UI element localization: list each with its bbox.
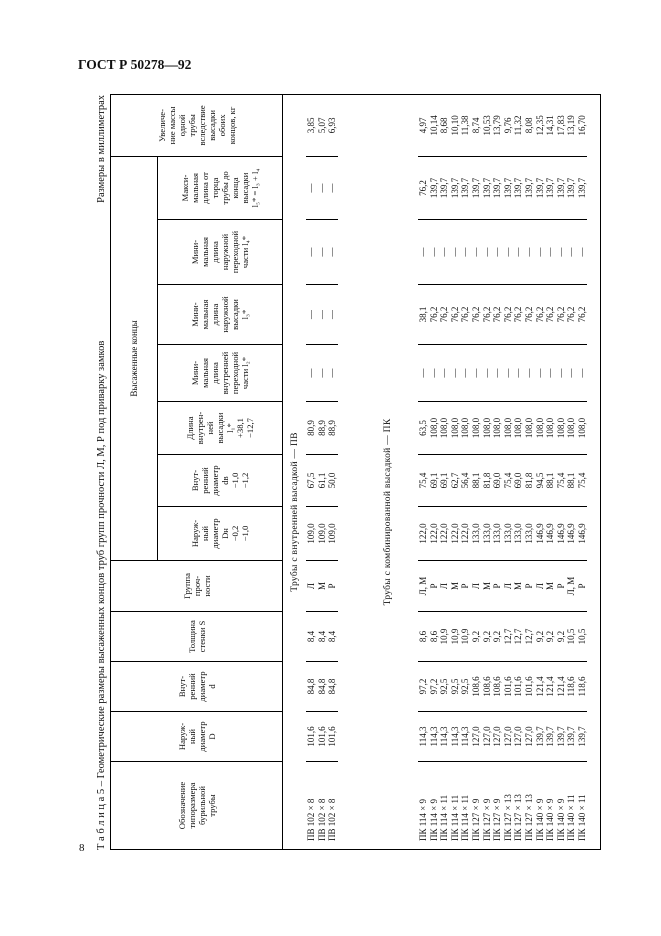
table-cell: 76,2	[450, 285, 461, 345]
table-cell: 139,7	[566, 156, 577, 219]
table-cell: 12,7	[503, 612, 514, 662]
table-row	[428, 94, 439, 849]
table-cell: 12,7	[524, 612, 535, 662]
table-cell: 108,6	[492, 662, 503, 712]
table-row	[327, 94, 338, 849]
table-cell: 122,0	[439, 507, 450, 561]
table-cell: М	[513, 561, 524, 612]
table-cell: 121,4	[534, 662, 545, 712]
table-cell: —	[534, 220, 545, 285]
table-row	[439, 94, 450, 849]
table-cell: 8,74	[471, 94, 482, 156]
table-cell: —	[471, 220, 482, 285]
table-cell: 139,7	[481, 156, 492, 219]
table-cell: —	[306, 345, 317, 402]
table-cell: 101,6	[317, 712, 328, 762]
table-cell: 50,0	[327, 455, 338, 507]
table-cell: 8,4	[317, 612, 328, 662]
table-cell: Л, М	[418, 561, 429, 612]
table-cell: Л	[534, 561, 545, 612]
table-cell: —	[545, 220, 556, 285]
table-cell: 122,0	[418, 507, 429, 561]
table-cell: —	[566, 345, 577, 402]
table-row	[460, 94, 471, 849]
table-cell: 88,1	[471, 455, 482, 507]
table-cell: —	[306, 285, 317, 345]
table-cell: 16,70	[577, 94, 588, 156]
table-cell: 61,1	[317, 455, 328, 507]
table-cell: —	[524, 220, 535, 285]
table-cell: 75,4	[503, 455, 514, 507]
table-cell: 76,2	[556, 285, 567, 345]
table-cell: 76,2	[545, 285, 556, 345]
designation-cell: ПВ 102 × 8	[317, 762, 328, 850]
table-cell: 8,68	[439, 94, 450, 156]
pipe-upset-table	[110, 94, 601, 850]
table-cell: 75,4	[556, 455, 567, 507]
table-cell: —	[306, 156, 317, 219]
table-cell: —	[327, 345, 338, 402]
table-cell: 108,0	[439, 402, 450, 455]
table-cell: Л, М	[566, 561, 577, 612]
table-cell: 4,97	[418, 94, 429, 156]
table-cell: 81,8	[524, 455, 535, 507]
table-cell: 139,7	[556, 156, 567, 219]
spacer	[587, 94, 601, 849]
table-cell: 69,0	[513, 455, 524, 507]
table-title: Т а б л и ц а 5 – Геометрические размеры высаженных концов труб групп прочности Л, М, Р под приварку замков	[95, 340, 107, 850]
table-cell: —	[556, 220, 567, 285]
table-cell: 146,9	[577, 507, 588, 561]
table-cell: 9,2	[545, 612, 556, 662]
header-wall-thickness: Толщина стенки S	[111, 612, 283, 662]
table-cell: 114,3	[418, 712, 429, 762]
table-cell: 108,0	[534, 402, 545, 455]
table-cell: 8,4	[327, 612, 338, 662]
table-cell: —	[439, 220, 450, 285]
table-cell: —	[327, 220, 338, 285]
table-cell: 88,9	[317, 402, 328, 455]
table-cell: 139,7	[428, 156, 439, 219]
designation-cell: ПК 127 × 13	[524, 762, 535, 850]
header-inner-diameter: Внут- ренний диаметр d	[111, 662, 283, 712]
table-cell: 133,0	[503, 507, 514, 561]
table-cell: 108,0	[503, 402, 514, 455]
table-cell: —	[317, 220, 328, 285]
table-cell: 11,32	[513, 94, 524, 156]
table-cell: 146,9	[534, 507, 545, 561]
table-cell: 12,7	[513, 612, 524, 662]
table-cell: 88,1	[566, 455, 577, 507]
table-cell: 108,0	[513, 402, 524, 455]
designation-cell: ПК 140 × 9	[534, 762, 545, 850]
spacer	[338, 94, 373, 849]
table-row	[503, 94, 514, 849]
header-upset-ends: Высаженные концы	[111, 156, 158, 560]
table-cell: Л	[471, 561, 482, 612]
table-cell: 133,0	[524, 507, 535, 561]
table-cell: 139,7	[460, 156, 471, 219]
table-cell: Р	[460, 561, 471, 612]
designation-cell: ПК 114 × 11	[460, 762, 471, 850]
table-body	[283, 94, 601, 849]
table-cell: 108,0	[556, 402, 567, 455]
designation-cell: ПК 114 × 11	[450, 762, 461, 850]
table-cell: 139,7	[524, 156, 535, 219]
table-cell: —	[418, 345, 429, 402]
table-cell: 101,6	[306, 712, 317, 762]
table-cell: 114,3	[428, 712, 439, 762]
table-cell: —	[481, 220, 492, 285]
table-cell: 139,7	[566, 712, 577, 762]
table-caption	[92, 95, 110, 850]
section-title: Трубы с комбинированной высадкой — ПК	[382, 418, 393, 606]
table-row	[481, 94, 492, 849]
table-cell: 101,6	[327, 712, 338, 762]
table-cell: 139,7	[471, 156, 482, 219]
table-cell: 84,8	[317, 662, 328, 712]
table-row	[306, 94, 317, 849]
table-cell: 76,2	[513, 285, 524, 345]
table-cell: 108,0	[566, 402, 577, 455]
table-cell: Р	[428, 561, 439, 612]
designation-cell: ПК 114 × 9	[428, 762, 439, 850]
table-cell: 109,0	[327, 507, 338, 561]
table-cell: 88,9	[327, 402, 338, 455]
table-cell: 17,83	[556, 94, 567, 156]
table-cell: —	[450, 345, 461, 402]
header-designation: Обозначение типоразмера бурильной трубы	[111, 762, 283, 850]
table-cell: 108,0	[492, 402, 503, 455]
table-cell: 13,79	[492, 94, 503, 156]
table-cell: 118,6	[566, 662, 577, 712]
table-cell: 69,1	[428, 455, 439, 507]
table-row	[545, 94, 556, 849]
table-cell: 80,9	[306, 402, 317, 455]
designation-cell: ПК 140 × 11	[577, 762, 588, 850]
table-cell: 69,1	[439, 455, 450, 507]
designation-cell: ПК 127 × 9	[492, 762, 503, 850]
table-cell: Л	[439, 561, 450, 612]
table-cell: Р	[492, 561, 503, 612]
table-cell: М	[450, 561, 461, 612]
table-cell: 146,9	[545, 507, 556, 561]
table-cell: 13,19	[566, 94, 577, 156]
table-cell: 97,2	[418, 662, 429, 712]
table-cell: 76,2	[418, 156, 429, 219]
table-cell: 108,0	[524, 402, 535, 455]
table-cell: 108,0	[450, 402, 461, 455]
table-cell: 139,7	[534, 712, 545, 762]
spacer	[403, 94, 418, 849]
table-cell: 139,7	[439, 156, 450, 219]
header-upset-inner-diameter: Внут- ренний диаметр dв −1,0 −1,2	[158, 455, 283, 507]
table-cell: 3,85	[306, 94, 317, 156]
table-cell: Р	[327, 561, 338, 612]
table-cell: —	[481, 345, 492, 402]
table-cell: 97,2	[428, 662, 439, 712]
designation-cell: ПК 114 × 11	[439, 762, 450, 850]
table-cell: 127,0	[524, 712, 535, 762]
table-row	[492, 94, 503, 849]
table-cell: 11,38	[460, 94, 471, 156]
table-cell: 9,2	[556, 612, 567, 662]
table-cell: 127,0	[481, 712, 492, 762]
table-cell: 101,6	[503, 662, 514, 712]
table-cell: 127,0	[513, 712, 524, 762]
table-cell: Р	[524, 561, 535, 612]
table-cell: 133,0	[471, 507, 482, 561]
header-outer-diameter: Наруж- ный диаметр D	[111, 712, 283, 762]
header-upset-outer-diameter: Наруж- ный диаметр Dн −0,2 −1,0	[158, 507, 283, 561]
table-cell: 10,53	[481, 94, 492, 156]
table-cell: 67,5	[306, 455, 317, 507]
table-cell: 92,5	[460, 662, 471, 712]
designation-cell: ПК 140 × 9	[556, 762, 567, 850]
table-cell: 109,0	[317, 507, 328, 561]
document-header: ГОСТ Р 50278—92	[78, 57, 192, 72]
table-cell: 63,5	[418, 402, 429, 455]
table-cell: —	[418, 220, 429, 285]
table-cell: 10,9	[439, 612, 450, 662]
designation-cell: ПК 140 × 9	[545, 762, 556, 850]
table-cell: —	[327, 285, 338, 345]
table-cell: 8,6	[418, 612, 429, 662]
table-cell: 10,10	[450, 94, 461, 156]
table-cell: —	[460, 345, 471, 402]
table-cell: 84,8	[327, 662, 338, 712]
table-cell: 108,0	[481, 402, 492, 455]
table-cell: 81,8	[481, 455, 492, 507]
table-cell: —	[450, 220, 461, 285]
table-cell: 76,2	[577, 285, 588, 345]
table-cell: 139,7	[545, 156, 556, 219]
table-row	[534, 94, 545, 849]
designation-cell: ПК 127 × 9	[471, 762, 482, 850]
table-cell: Л	[306, 561, 317, 612]
table-cell: 139,7	[556, 712, 567, 762]
table-cell: 139,7	[577, 156, 588, 219]
table-cell: 69,0	[492, 455, 503, 507]
table-cell: 76,2	[566, 285, 577, 345]
units-note: Размеры в миллиметрах	[95, 95, 107, 203]
table-cell: 133,0	[492, 507, 503, 561]
table-cell: 10,14	[428, 94, 439, 156]
table-cell: 56,4	[460, 455, 471, 507]
table-row	[577, 94, 588, 849]
table-cell: —	[534, 345, 545, 402]
designation-cell: ПК 127 × 13	[503, 762, 514, 850]
table-cell: —	[524, 345, 535, 402]
designation-cell: ПВ 102 × 8	[306, 762, 317, 850]
table-cell: 108,0	[471, 402, 482, 455]
table-cell: 108,6	[481, 662, 492, 712]
table-cell: 127,0	[471, 712, 482, 762]
designation-cell: ПК 127 × 9	[481, 762, 492, 850]
table-cell: М	[317, 561, 328, 612]
table-cell: 76,2	[524, 285, 535, 345]
table-cell: 139,7	[450, 156, 461, 219]
table-cell: 114,3	[460, 712, 471, 762]
designation-cell: ПВ 102 × 8	[327, 762, 338, 850]
table-cell: —	[492, 345, 503, 402]
table-row	[566, 94, 577, 849]
table-cell: —	[306, 220, 317, 285]
table-cell: —	[513, 220, 524, 285]
table-cell: 14,31	[545, 94, 556, 156]
table-cell: —	[428, 220, 439, 285]
table-cell: 139,7	[577, 712, 588, 762]
table-cell: —	[503, 220, 514, 285]
table-cell: 101,6	[513, 662, 524, 712]
table-cell: 114,3	[450, 712, 461, 762]
table-cell: 9,2	[492, 612, 503, 662]
table-cell: 139,7	[545, 712, 556, 762]
table-cell: —	[503, 345, 514, 402]
table-cell: 109,0	[306, 507, 317, 561]
header-l1: Длина внутрен- ней высадки l₁* +38,1 −12,7	[158, 402, 283, 455]
table-cell: М	[481, 561, 492, 612]
table-cell: 76,2	[492, 285, 503, 345]
table-cell: 108,6	[471, 662, 482, 712]
table-cell: 121,4	[545, 662, 556, 712]
designation-cell: ПК 114 × 9	[418, 762, 429, 850]
table-cell: 133,0	[513, 507, 524, 561]
table-cell: —	[471, 345, 482, 402]
table-cell: Р	[577, 561, 588, 612]
table-cell: М	[545, 561, 556, 612]
table-cell: 122,0	[460, 507, 471, 561]
table-cell: 127,0	[492, 712, 503, 762]
table-cell: —	[566, 220, 577, 285]
section-title: Трубы с внутренней высадкой — ПВ	[289, 432, 300, 592]
table-cell: —	[317, 345, 328, 402]
table-cell: —	[428, 345, 439, 402]
table-cell: 108,0	[460, 402, 471, 455]
designation-cell: ПК 127 × 13	[513, 762, 524, 850]
table-cell: 8,6	[428, 612, 439, 662]
table-row	[513, 94, 524, 849]
table-cell: —	[460, 220, 471, 285]
table-cell: 108,0	[428, 402, 439, 455]
table-row	[317, 94, 328, 849]
table-cell: 108,0	[577, 402, 588, 455]
table-cell: 76,2	[460, 285, 471, 345]
table-cell: 118,6	[577, 662, 588, 712]
table-cell: 92,5	[439, 662, 450, 712]
table-cell: 8,4	[306, 612, 317, 662]
table-cell: 139,7	[492, 156, 503, 219]
table-cell: —	[317, 285, 328, 345]
table-cell: 75,4	[577, 455, 588, 507]
table-cell: 122,0	[428, 507, 439, 561]
table-cell: 76,2	[503, 285, 514, 345]
table-cell: —	[545, 345, 556, 402]
table-cell: —	[492, 220, 503, 285]
table-cell: 62,7	[450, 455, 461, 507]
header-l4: Мини- мальная длина наружной переходной части l₄*	[158, 220, 283, 285]
table-cell: —	[327, 156, 338, 219]
page-number: 8	[79, 842, 85, 854]
table-cell: —	[317, 156, 328, 219]
table-cell: 9,2	[481, 612, 492, 662]
table-cell: 94,5	[534, 455, 545, 507]
table-cell: 139,7	[534, 156, 545, 219]
table-cell: 146,9	[556, 507, 567, 561]
table-cell: 92,5	[450, 662, 461, 712]
designation-cell: ПК 140 × 11	[566, 762, 577, 850]
table-row	[556, 94, 567, 849]
table-cell: 75,4	[418, 455, 429, 507]
table-cell: 10,5	[577, 612, 588, 662]
table-cell: 12,35	[534, 94, 545, 156]
table-cell: 101,6	[524, 662, 535, 712]
table-row	[418, 94, 429, 849]
table-cell: Р	[556, 561, 567, 612]
header-mass-increase: Увеличе- ние массы одной трубы вследствие высадки обоих концов, кг	[111, 94, 283, 156]
table-cell: 146,9	[566, 507, 577, 561]
table-cell: 9,2	[534, 612, 545, 662]
table-cell: 122,0	[450, 507, 461, 561]
table-cell: 9,76	[503, 94, 514, 156]
table-cell: 108,0	[545, 402, 556, 455]
table-cell: 76,2	[481, 285, 492, 345]
table-cell: 127,0	[503, 712, 514, 762]
table-cell: 88,1	[545, 455, 556, 507]
table-cell: 121,4	[556, 662, 567, 712]
table-cell: 76,2	[534, 285, 545, 345]
table-cell: 76,2	[471, 285, 482, 345]
table-cell: 5,07	[317, 94, 328, 156]
table-cell: 76,2	[428, 285, 439, 345]
rotated-table-block	[92, 95, 601, 850]
table-cell: 10,5	[566, 612, 577, 662]
table-cell: —	[513, 345, 524, 402]
header-l2: Мини- мальная длина внутренней переходной части l₂*	[158, 345, 283, 402]
table-cell: —	[439, 345, 450, 402]
table-cell: 139,7	[513, 156, 524, 219]
table-row	[524, 94, 535, 849]
table-cell: Л	[503, 561, 514, 612]
table-row	[450, 94, 461, 849]
table-cell: 6,93	[327, 94, 338, 156]
table-cell: 114,3	[439, 712, 450, 762]
table-cell: 139,7	[503, 156, 514, 219]
table-cell: —	[577, 220, 588, 285]
table-cell: 9,2	[471, 612, 482, 662]
table-cell: —	[556, 345, 567, 402]
table-cell: 38,1	[418, 285, 429, 345]
header-l3: Мини- мальная длина наружной высадки l₃*	[158, 285, 283, 345]
table-cell: 10,9	[460, 612, 471, 662]
table-cell: —	[577, 345, 588, 402]
table-cell: 10,9	[450, 612, 461, 662]
table-cell: 84,8	[306, 662, 317, 712]
table-row	[471, 94, 482, 849]
table-cell: 76,2	[439, 285, 450, 345]
header-strength-group: Группа проч- ности	[111, 561, 283, 612]
header-l5: Макси- мальная длина от торца трубы до конца высадки l₅* = l₃ + l₄	[158, 156, 283, 219]
table-cell: 133,0	[481, 507, 492, 561]
table-cell: 8,08	[524, 94, 535, 156]
